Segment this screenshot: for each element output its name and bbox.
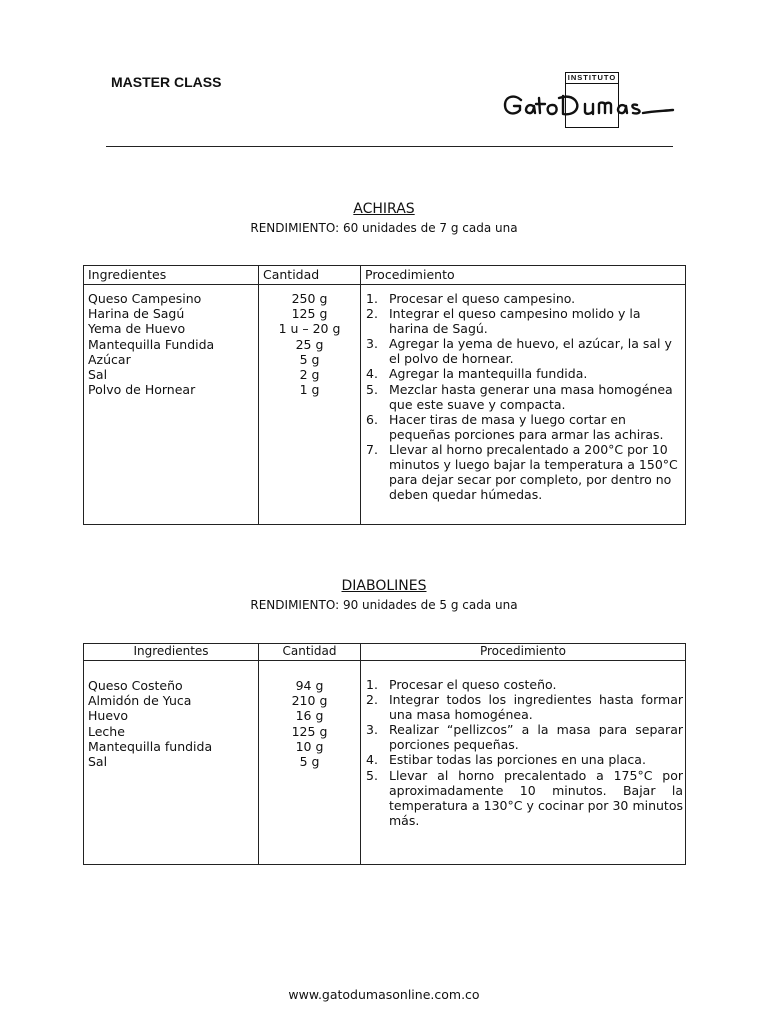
step-text: Agregar la mantequilla fundida. (389, 366, 588, 382)
procedure-list (363, 291, 683, 502)
procedure-step (363, 291, 683, 306)
procedure-step (363, 412, 683, 442)
quantity-item: 94 g (295, 678, 324, 693)
quantity-item: 10 g (295, 738, 324, 754)
procedure-step (363, 768, 683, 828)
table-header-row (84, 644, 686, 661)
recipe-table-diabolines (83, 643, 686, 865)
header-ingredientes: Ingredientes (84, 644, 259, 661)
logo-wordmark-icon (503, 92, 675, 122)
footer-website-link[interactable]: www.gatodumasonline.com.co (288, 987, 480, 1002)
recipe-title-diabolines: DIABOLINES (341, 578, 427, 594)
ingredients-cell (84, 285, 259, 525)
step-text: Estibar todas las porciones en una placa. (389, 752, 646, 768)
institute-logo (503, 72, 675, 132)
step-text: Procesar el queso campesino. (389, 291, 576, 306)
step-number: 1. (366, 677, 378, 692)
step-text: Realizar “pellizcos” a la masa para separar porciones pequeñas. (389, 722, 683, 753)
step-number: 5. (366, 381, 378, 397)
ingredient-item: Almidón de Yuca (88, 693, 192, 709)
quantity-item: 25 g (295, 336, 324, 352)
procedure-step (363, 692, 683, 722)
table-header-row (84, 266, 686, 285)
ingredient-item: Yema de Huevo (88, 321, 186, 337)
procedure-step (363, 722, 683, 752)
step-number: 4. (366, 752, 378, 768)
step-text: Llevar al horno precalentado a 200°C por 10 minutos y luego bajar la temperatura a 150°C para dejar secar por completo, por dentro no deben quedar húmedas. (389, 441, 678, 503)
quantity-item: 250 g (291, 291, 328, 306)
quantity-item: 5 g (299, 754, 320, 770)
procedure-cell (361, 661, 686, 865)
step-number: 6. (366, 411, 378, 427)
logo-institute-label: INSTITUTO (567, 73, 617, 82)
step-text: Integrar todos los ingredientes hasta formar una masa homogénea. (389, 692, 683, 723)
quantity-item: 1 u – 20 g (278, 321, 341, 337)
recipe-table-achiras (83, 265, 686, 525)
ingredient-item: Polvo de Hornear (88, 382, 196, 398)
procedure-step (363, 336, 683, 366)
header-procedimiento: Procedimiento (361, 266, 686, 285)
step-text: Agregar la yema de huevo, el azúcar, la sal y el polvo de hornear. (389, 336, 672, 367)
quantity-item: 2 g (299, 367, 320, 383)
step-number: 3. (366, 336, 378, 352)
step-number: 4. (366, 366, 378, 382)
recipe-title-achiras: ACHIRAS (353, 201, 415, 217)
quantity-item: 125 g (291, 723, 328, 739)
step-number: 1. (366, 291, 378, 306)
table-body-row (84, 661, 686, 865)
quantities-cell (259, 285, 361, 525)
ingredients-cell (84, 661, 259, 865)
quantity-item: 125 g (291, 306, 328, 322)
header-ingredientes: Ingredientes (84, 266, 259, 285)
step-text: Procesar el queso costeño. (389, 677, 557, 692)
step-text: Integrar el queso campesino molido y la harina de Sagú. (389, 306, 641, 337)
ingredient-item: Harina de Sagú (88, 306, 185, 322)
step-text: Hacer tiras de masa y luego cortar en pequeñas porciones para armar las achiras. (389, 411, 664, 442)
quantity-item: 5 g (299, 351, 320, 367)
ingredient-item: Mantequilla Fundida (88, 336, 215, 352)
logo-divider (565, 83, 619, 84)
step-number: 2. (366, 692, 378, 708)
header-divider (106, 146, 673, 147)
quantities-cell (259, 661, 361, 865)
header-procedimiento: Procedimiento (361, 644, 686, 661)
ingredient-item: Huevo (88, 708, 129, 724)
page-header-title: MASTER CLASS (111, 74, 222, 90)
step-text: Mezclar hasta generar una masa homogénea que este suave y compacta. (389, 381, 673, 412)
quantity-item: 16 g (295, 708, 324, 724)
procedure-list (363, 677, 683, 828)
procedure-step (363, 306, 683, 336)
header-cantidad: Cantidad (259, 644, 361, 661)
step-number: 5. (366, 767, 378, 783)
step-number: 2. (366, 306, 378, 322)
header-cantidad: Cantidad (259, 266, 361, 285)
procedure-step (363, 382, 683, 412)
ingredient-item: Queso Costeño (88, 678, 183, 693)
procedure-step (363, 366, 683, 381)
procedure-step (363, 442, 683, 502)
step-text: Llevar al horno precalentado a 175°C por aproximadamente 10 minutos. Bajar la temperatura a 130°C y cocinar por 30 minutos más. (389, 767, 683, 828)
ingredient-item: Sal (88, 367, 108, 383)
ingredient-item: Mantequilla fundida (88, 738, 213, 754)
quantity-item: 1 g (299, 382, 320, 398)
ingredient-item: Queso Campesino (88, 291, 202, 306)
ingredient-item: Leche (88, 723, 125, 739)
procedure-cell (361, 285, 686, 525)
procedure-step (363, 677, 683, 692)
ingredient-item: Azúcar (88, 351, 131, 367)
quantity-item: 210 g (291, 693, 328, 709)
recipe-yield-diabolines: RENDIMIENTO: 90 unidades de 5 g cada una (250, 598, 518, 612)
recipe-yield-achiras: RENDIMIENTO: 60 unidades de 7 g cada una (250, 221, 518, 235)
procedure-step (363, 752, 683, 767)
ingredient-item: Sal (88, 754, 108, 770)
table-body-row (84, 285, 686, 525)
step-number: 7. (366, 441, 378, 457)
step-number: 3. (366, 722, 378, 738)
